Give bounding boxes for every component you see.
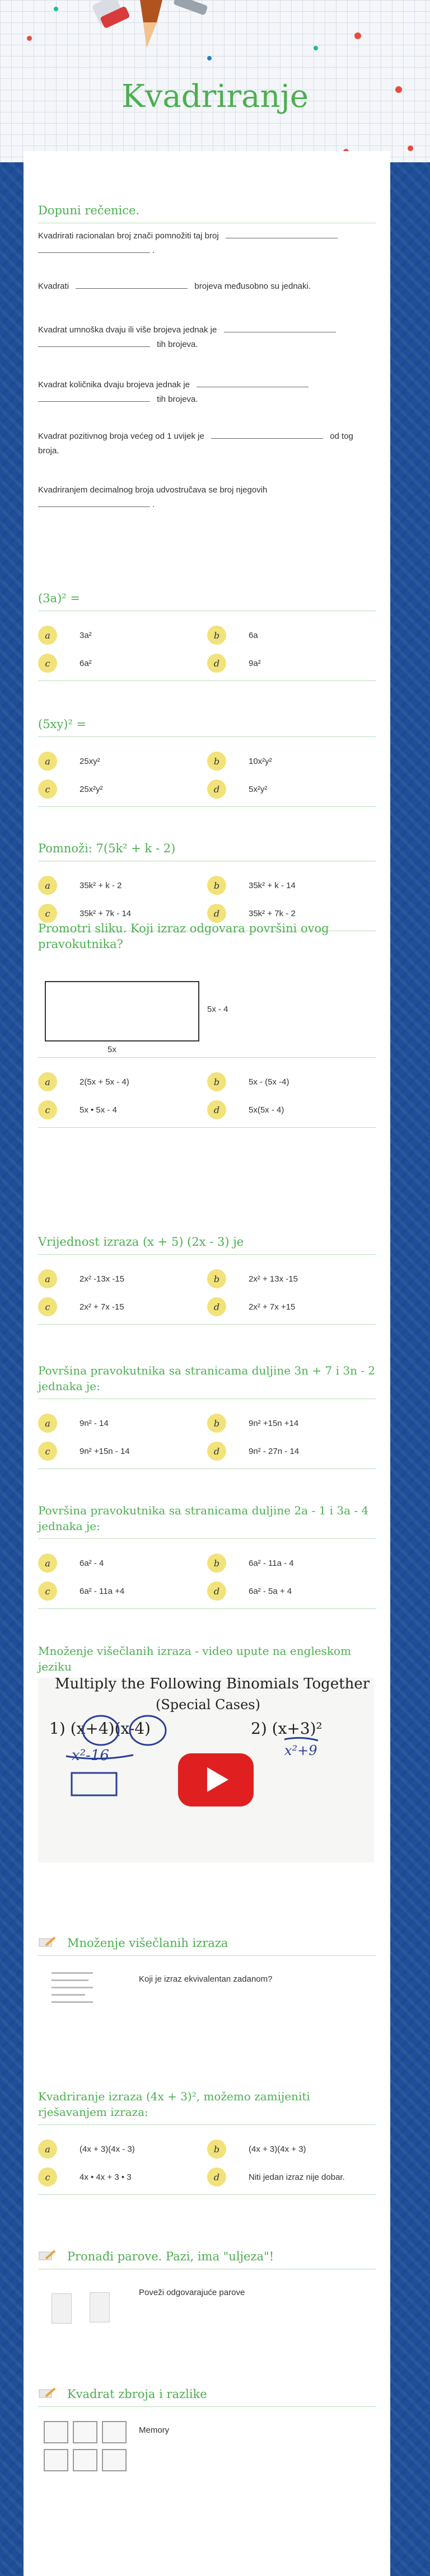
option-letter: b — [207, 1414, 226, 1433]
question-2 — [38, 716, 376, 807]
fill-item-2 — [38, 279, 376, 323]
question-1 — [38, 590, 376, 681]
option-letter: b — [207, 876, 226, 895]
activity-icon — [38, 2250, 56, 2262]
option-text: 2x² + 7x -15 — [80, 1302, 124, 1312]
option-a[interactable] — [38, 752, 207, 771]
memory-cell — [44, 2421, 68, 2443]
question-6 — [38, 1363, 376, 1469]
option-text: 9a² — [249, 658, 261, 668]
option-letter: a — [38, 2139, 57, 2159]
decor-dot — [408, 146, 413, 151]
options — [38, 1265, 376, 1325]
option-letter: a — [38, 876, 57, 895]
blank-field[interactable] — [211, 430, 323, 439]
option-text: 9n² - 14 — [80, 1418, 109, 1428]
option-letter: c — [38, 1582, 57, 1601]
option-text: 6a² - 4 — [80, 1558, 104, 1568]
activity-3 — [38, 2386, 376, 2498]
activity-2 — [38, 2249, 376, 2361]
option-b[interactable] — [207, 626, 376, 645]
option-text: 35k² + 7k - 14 — [80, 908, 132, 918]
option-letter: a — [38, 1072, 57, 1091]
blank-field[interactable] — [226, 230, 338, 238]
blank-field[interactable] — [38, 339, 150, 347]
option-d[interactable] — [207, 1582, 376, 1601]
option-text: Niti jedan izraz nije dobar. — [249, 2172, 345, 2182]
blank-field[interactable] — [197, 379, 309, 387]
fill-text: Kvadrati — [38, 281, 69, 291]
activity-thumbnail — [52, 1972, 96, 2003]
option-c[interactable] — [38, 654, 207, 673]
question-8 — [38, 2089, 376, 2195]
video-player[interactable] — [38, 1678, 374, 1862]
option-text: 9n² +15n +14 — [249, 1418, 299, 1428]
option-letter: d — [207, 1582, 226, 1601]
decor-dot — [314, 46, 318, 50]
page-title: Kvadriranje — [121, 78, 309, 115]
option-text: 6a — [249, 630, 258, 640]
fill-item-4 — [38, 378, 376, 429]
activity-title: Kvadrat zbroja i razlike — [38, 2386, 376, 2407]
option-text: (4x + 3)(4x + 3) — [249, 2144, 306, 2154]
question-title: Površina pravokutnika sa stranicama duljine 2a - 1 i 3a - 4 jednaka je: — [38, 1503, 376, 1539]
fill-text: Kvadrat umnoška dvaju ili više brojeva jednak je — [38, 325, 217, 335]
option-text: 25xy² — [80, 756, 100, 766]
option-letter: c — [38, 780, 57, 799]
fill-text: tih brojeva. — [157, 395, 198, 404]
question-title: Vrijednost izraza (x + 5) (2x - 3) je — [38, 1234, 376, 1255]
memory-cell — [102, 2421, 127, 2443]
question-3 — [38, 841, 376, 931]
question-7 — [38, 1503, 376, 1609]
option-text: 35k² + k - 2 — [80, 880, 122, 890]
question-5 — [38, 1234, 376, 1325]
option-text: 2(5x + 5x - 4) — [80, 1077, 129, 1087]
option-c[interactable] — [38, 780, 207, 799]
activity-text: Poveži odgovarajuće parove — [139, 2288, 245, 2297]
fill-item-5 — [38, 429, 376, 483]
fill-text: tih brojeva. — [157, 340, 198, 349]
fill-text: . — [152, 246, 155, 255]
blank-field[interactable] — [38, 499, 150, 507]
option-letter: d — [207, 2167, 226, 2186]
option-letter: c — [38, 1100, 57, 1119]
option-text: 5x(5x - 4) — [249, 1105, 284, 1115]
card-thumbnail — [52, 2293, 72, 2324]
decor-dot — [54, 7, 58, 11]
blank-field[interactable] — [224, 324, 336, 332]
option-a[interactable] — [38, 2139, 207, 2159]
option-b[interactable] — [207, 1072, 376, 1091]
video-handwriting-1: x²-16 — [72, 1747, 109, 1764]
option-letter: d — [207, 1442, 226, 1461]
option-text: 5x - (5x -4) — [249, 1077, 289, 1087]
question-title: Površina pravokutnika sa stranicama duljine 3n + 7 i 3n - 2 jednaka je: — [38, 1363, 376, 1399]
activity-text: Koji je izraz ekvivalentan zadanom? — [139, 1974, 273, 1984]
option-letter: b — [207, 1072, 226, 1091]
blank-field[interactable] — [38, 393, 150, 402]
question-title: (5xy)² = — [38, 716, 376, 737]
option-d[interactable] — [207, 654, 376, 673]
option-letter: a — [38, 752, 57, 771]
blank-field[interactable] — [76, 280, 188, 289]
option-a[interactable] — [38, 1269, 207, 1288]
activity-title: Množenje višečlanih izraza — [38, 1935, 376, 1956]
fill-text: od tog broja. — [38, 431, 353, 456]
option-text: 35k² + k - 14 — [249, 880, 296, 890]
memory-cell — [73, 2421, 97, 2443]
option-d[interactable] — [207, 904, 376, 923]
option-a[interactable] — [38, 626, 207, 645]
options — [38, 621, 376, 681]
option-text: 25x²y² — [80, 784, 103, 794]
option-a[interactable] — [38, 1554, 207, 1573]
fill-text: Kvadriranjem decimalnog broja udvostručava se broj njegovih — [38, 485, 268, 495]
option-text: (4x + 3)(4x - 3) — [80, 2144, 135, 2154]
blank-field[interactable] — [38, 245, 150, 253]
fill-item-1 — [38, 229, 376, 279]
option-b[interactable] — [207, 2139, 376, 2159]
option-letter: b — [207, 2139, 226, 2159]
option-letter: c — [38, 904, 57, 923]
option-c[interactable] — [38, 1297, 207, 1316]
option-text: 4x • 4x + 3 • 3 — [80, 2172, 132, 2182]
option-d[interactable] — [207, 2167, 376, 2186]
fill-text: . — [152, 500, 155, 509]
option-c[interactable] — [38, 904, 207, 923]
option-letter: b — [207, 752, 226, 771]
option-letter: d — [207, 654, 226, 673]
option-b[interactable] — [207, 876, 376, 895]
option-text: 35k² + 7k - 2 — [249, 908, 296, 918]
option-c[interactable] — [38, 1582, 207, 1601]
video-example-2: 2) (x+3)² — [251, 1719, 322, 1738]
question-title: (3a)² = — [38, 590, 376, 611]
question-title: Kvadriranje izraza (4x + 3)², možemo zamijeniti rješavanjem izraza: — [38, 2089, 376, 2125]
side-label: 5x - 4 — [207, 1005, 228, 1014]
option-text: 6a² - 11a +4 — [80, 1586, 125, 1596]
activity-title: Pronađi parove. Pazi, ima "uljeza"! — [38, 2249, 376, 2269]
question-title: Promotri sliku. Koji izraz odgovara površini ovog pravokutnika? — [38, 922, 329, 951]
option-a[interactable] — [38, 1072, 207, 1091]
activity-1 — [38, 1935, 376, 2058]
memory-cell — [73, 2449, 97, 2471]
option-text: 6a² — [80, 658, 92, 668]
header-banner — [0, 0, 430, 162]
question-4 — [38, 921, 376, 1128]
option-text: 2x² + 7x +15 — [249, 1302, 296, 1312]
option-text: 2x² + 13x -15 — [249, 1274, 298, 1284]
fill-in-section — [38, 203, 376, 528]
option-text: 6a² - 5a + 4 — [249, 1586, 292, 1596]
option-text: 10x²y² — [249, 756, 272, 766]
fill-text: Kvadrat količnika dvaju brojeva jednak je — [38, 380, 190, 390]
memory-cell — [44, 2449, 68, 2471]
activity-icon — [38, 1936, 56, 1949]
play-button-icon[interactable] — [178, 1753, 254, 1807]
video-section — [38, 1643, 376, 1878]
option-letter: c — [38, 654, 57, 673]
option-text: 9n² - 27n - 14 — [249, 1446, 300, 1456]
fill-text: Kvadrat pozitivnog broja većeg od 1 uvijek je — [38, 431, 204, 441]
option-c[interactable] — [38, 2167, 207, 2186]
activity-text: Memory — [139, 2425, 170, 2435]
worksheet — [24, 151, 390, 2576]
options — [38, 2135, 376, 2195]
fill-item-3 — [38, 323, 376, 378]
options — [38, 747, 376, 807]
option-letter: b — [207, 1554, 226, 1573]
option-letter: a — [38, 1554, 57, 1573]
option-a[interactable] — [38, 1414, 207, 1433]
option-letter: b — [207, 626, 226, 645]
option-letter: d — [207, 904, 226, 923]
option-d[interactable] — [207, 1297, 376, 1316]
option-letter: c — [38, 1297, 57, 1316]
options — [38, 1549, 376, 1609]
fill-item-6 — [38, 483, 376, 528]
option-text: 2x² -13x -15 — [80, 1274, 125, 1284]
options — [38, 1068, 376, 1128]
option-b[interactable] — [207, 1414, 376, 1433]
option-letter: a — [38, 1269, 57, 1288]
option-letter: c — [38, 2167, 57, 2186]
option-d[interactable] — [207, 1100, 376, 1119]
decor-dot — [207, 56, 212, 60]
fill-text: Kvadrirati racionalan broj znači pomnožiti taj broj — [38, 231, 219, 241]
option-letter: a — [38, 626, 57, 645]
option-d[interactable] — [207, 780, 376, 799]
option-letter: d — [207, 1297, 226, 1316]
section-title: Dopuni rečenice. — [38, 203, 376, 223]
fill-text: brojeva međusobno su jednaki. — [194, 281, 311, 291]
option-b[interactable] — [207, 1269, 376, 1288]
video-line-2: (Special Cases) — [156, 1697, 260, 1712]
option-text: 3a² — [80, 630, 92, 640]
question-title: Pomnoži: 7(5k² + k - 2) — [38, 841, 376, 861]
option-b[interactable] — [207, 1554, 376, 1573]
activity-icon — [38, 2387, 56, 2400]
rectangle-figure — [38, 956, 376, 1058]
bottom-label: 5x — [108, 1045, 116, 1054]
options — [38, 1409, 376, 1469]
school-supplies-icon — [73, 0, 218, 50]
option-letter: c — [38, 1442, 57, 1461]
option-text: 6a² - 11a - 4 — [249, 1558, 294, 1568]
video-title: Množenje višečlanih izraza - video upute na engleskom jeziku — [38, 1644, 352, 1673]
option-text: 5x²y² — [249, 784, 268, 794]
option-letter: b — [207, 1269, 226, 1288]
card-thumbnail — [90, 2292, 110, 2322]
option-letter: a — [38, 1414, 57, 1433]
memory-cell — [102, 2449, 127, 2471]
option-c[interactable] — [38, 1442, 207, 1461]
video-handwriting-2: x²+9 — [284, 1743, 317, 1758]
video-example-1: 1) (x+4)(x-4) — [49, 1719, 151, 1738]
video-line-1: Multiply the Following Binomials Together — [55, 1678, 370, 1692]
option-letter: d — [207, 1100, 226, 1119]
decor-dot — [354, 32, 361, 39]
option-c[interactable] — [38, 1100, 207, 1119]
option-letter: d — [207, 780, 226, 799]
option-b[interactable] — [207, 752, 376, 771]
option-a[interactable] — [38, 876, 207, 895]
decor-dot — [27, 36, 32, 41]
option-text: 9n² +15n - 14 — [80, 1446, 130, 1456]
option-d[interactable] — [207, 1442, 376, 1461]
option-text: 5x • 5x - 4 — [80, 1105, 117, 1115]
